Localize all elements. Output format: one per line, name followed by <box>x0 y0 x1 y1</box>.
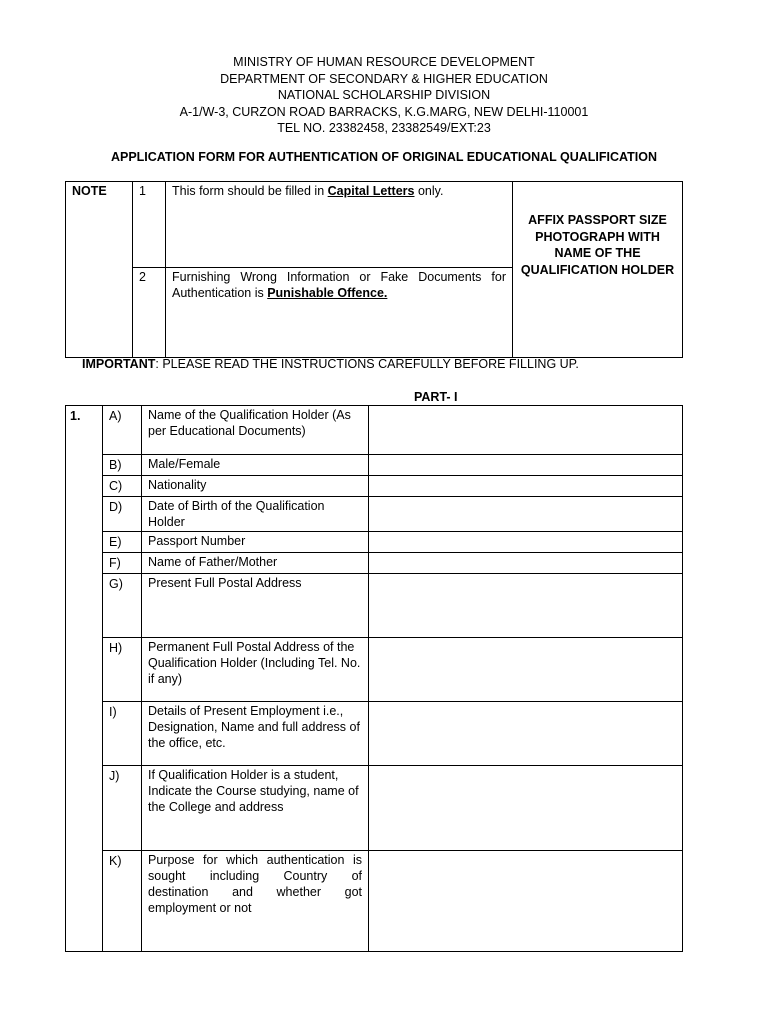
row-letter: K) <box>103 851 142 952</box>
row-letter: H) <box>103 638 142 702</box>
nationality-field[interactable] <box>369 476 683 497</box>
row-label: Name of the Qualification Holder (As per Educational Documents) <box>142 406 369 455</box>
telephone-numbers: TEL NO. 23382458, 23382549/EXT:23 <box>277 121 491 135</box>
table-row <box>66 497 683 532</box>
row-label: Permanent Full Postal Address of the Qualification Holder (Including Tel. No. if any) <box>142 638 369 702</box>
table-row <box>66 455 683 476</box>
row-label: Date of Birth of the Qualification Holder <box>142 497 369 532</box>
date-of-birth-field[interactable] <box>369 497 683 532</box>
document-header <box>0 54 768 137</box>
row-label: Name of Father/Mother <box>142 553 369 574</box>
note-item-text-after: only. <box>414 184 444 198</box>
table-row <box>66 476 683 497</box>
note-item-2 <box>166 268 513 358</box>
table-row <box>66 406 683 455</box>
ministry-name: MINISTRY OF HUMAN RESOURCE DEVELOPMENT <box>233 55 535 69</box>
note-item-emphasis: Capital Letters <box>327 184 415 198</box>
table-row <box>66 702 683 766</box>
office-address: A-1/W-3, CURZON ROAD BARRACKS, K.G.MARG, NEW DELHI-110001 <box>179 104 589 119</box>
row-letter: B) <box>103 455 142 476</box>
row-label: Passport Number <box>142 532 369 553</box>
row-letter: E) <box>103 532 142 553</box>
employment-details-field[interactable] <box>369 702 683 766</box>
row-label: Male/Female <box>142 455 369 476</box>
row-label: Nationality <box>142 476 369 497</box>
note-item-text: This form should be filled in <box>172 184 328 198</box>
form-title: APPLICATION FORM FOR AUTHENTICATION OF ORIGINAL EDUCATIONAL QUALIFICATION <box>110 150 658 164</box>
row-letter: F) <box>103 553 142 574</box>
row-letter: C) <box>103 476 142 497</box>
note-item-1 <box>166 182 513 268</box>
row-label: Present Full Postal Address <box>142 574 369 638</box>
permanent-address-field[interactable] <box>369 638 683 702</box>
note-item-number: 2 <box>133 268 166 358</box>
row-letter: I) <box>103 702 142 766</box>
important-label: IMPORTANT <box>82 357 156 371</box>
photo-box[interactable]: AFFIX PASSPORT SIZE PHOTOGRAPH WITH NAME OF THE QUALIFICATION HOLDER <box>513 182 683 358</box>
present-address-field[interactable] <box>369 574 683 638</box>
gender-field[interactable] <box>369 455 683 476</box>
qualification-holder-table <box>65 405 683 952</box>
row-letter: A) <box>103 406 142 455</box>
table-row <box>66 766 683 851</box>
name-field[interactable] <box>369 406 683 455</box>
note-item-emphasis: Punishable Offence. <box>267 286 388 300</box>
parent-name-field[interactable] <box>369 553 683 574</box>
part-label: PART- I <box>414 390 458 404</box>
row-label: Purpose for which authentication is sought including Country of destination and whether got employment or not <box>142 851 369 952</box>
table-row <box>66 553 683 574</box>
row-label: Details of Present Employment i.e., Designation, Name and full address of the office, etc. <box>142 702 369 766</box>
row-label: If Qualification Holder is a student, Indicate the Course studying, name of the College and address <box>142 766 369 851</box>
student-details-field[interactable] <box>369 766 683 851</box>
table-row <box>66 638 683 702</box>
important-notice <box>82 357 579 371</box>
row-letter: J) <box>103 766 142 851</box>
note-heading: NOTE <box>66 182 133 358</box>
purpose-field[interactable] <box>369 851 683 952</box>
passport-number-field[interactable] <box>369 532 683 553</box>
row-letter: G) <box>103 574 142 638</box>
row-letter: D) <box>103 497 142 532</box>
department-name: DEPARTMENT OF SECONDARY & HIGHER EDUCATION <box>220 71 548 86</box>
note-item-text: Furnishing Wrong Information or Fake Documents for Authentication is <box>172 270 506 300</box>
table-row <box>66 851 683 952</box>
section-number: 1. <box>66 406 103 952</box>
table-row <box>66 532 683 553</box>
division-name: NATIONAL SCHOLARSHIP DIVISION <box>277 88 491 102</box>
table-row <box>66 574 683 638</box>
note-table <box>65 181 683 358</box>
note-item-number: 1 <box>133 182 166 268</box>
important-text: : PLEASE READ THE INSTRUCTIONS CAREFULLY BEFORE FILLING UP. <box>155 357 579 371</box>
